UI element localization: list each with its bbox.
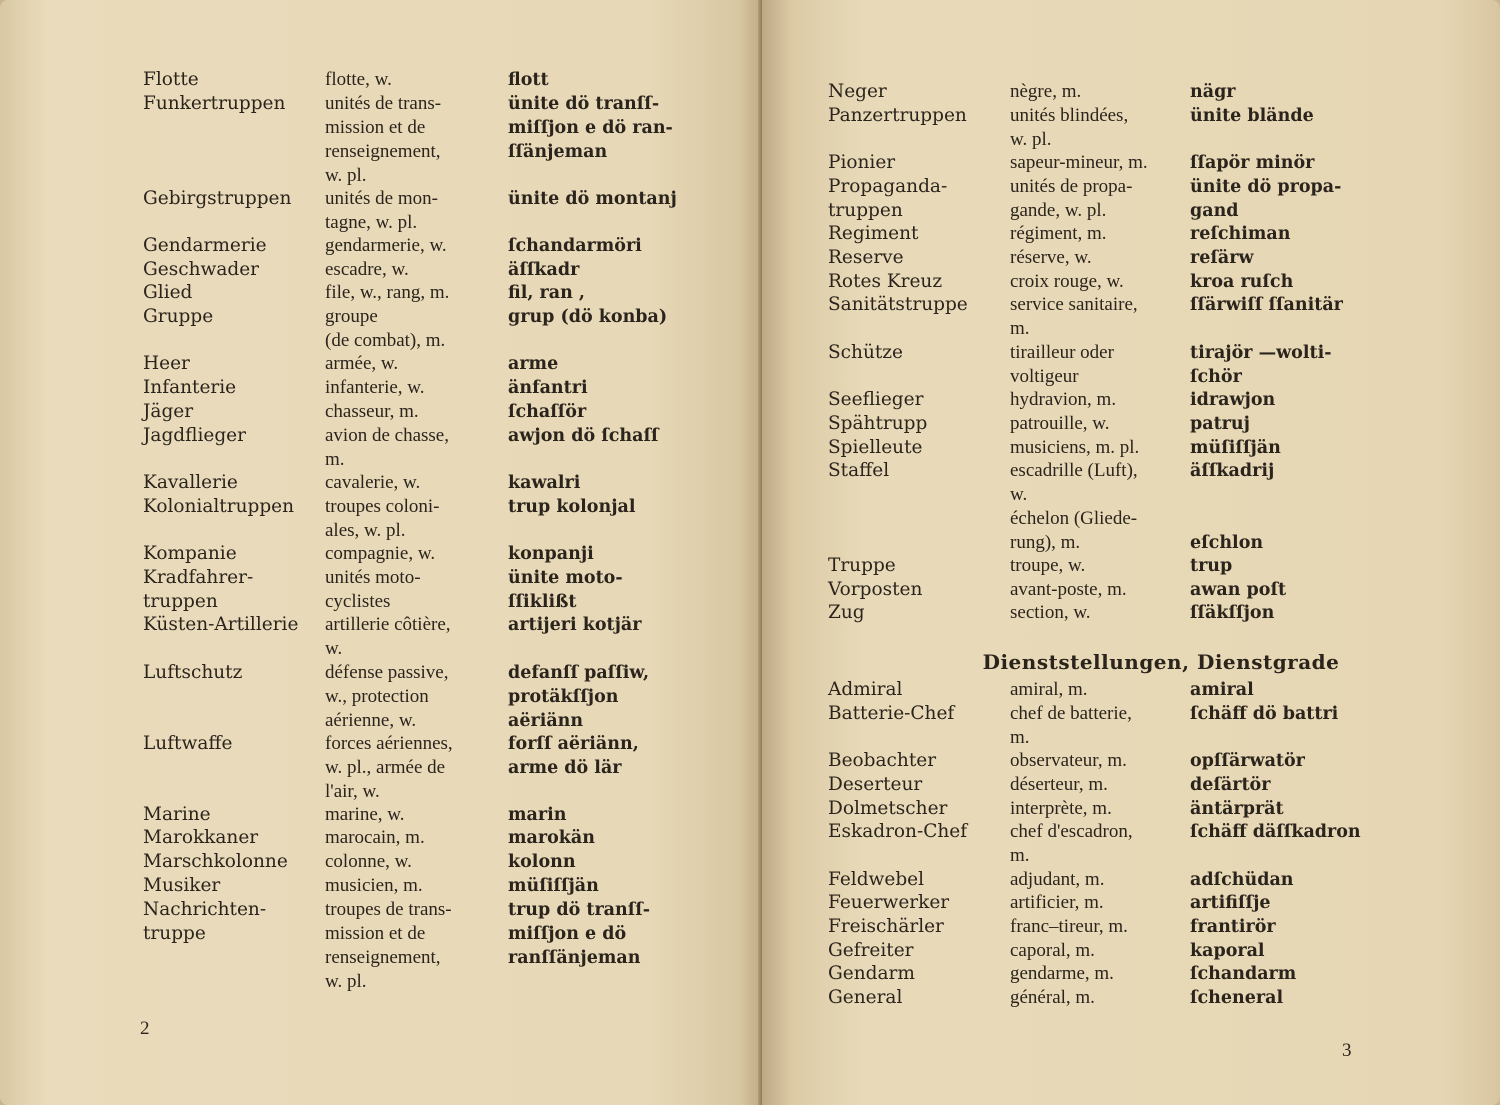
- french-term: service sanitaire, m.: [1010, 294, 1138, 340]
- german-term: Gendarm: [828, 963, 915, 985]
- german-term: Kavallerie: [143, 471, 238, 493]
- pronunciation: trup kolonjal: [508, 496, 636, 517]
- pronunciation: ünite moto- ſſiklißt: [508, 567, 623, 612]
- french-term: patrouille, w.: [1010, 412, 1110, 434]
- french-term: hydravion, m.: [1010, 389, 1117, 411]
- german-term: Freischärler: [828, 916, 944, 937]
- french-term: franc–tireur, m.: [1010, 916, 1128, 937]
- french-term: adjudant, m.: [1010, 868, 1105, 890]
- french-term: amiral, m.: [1010, 679, 1088, 700]
- pronunciation: ünite blände: [1190, 105, 1314, 126]
- german-term: Marokkaner: [143, 827, 259, 849]
- german-term: General: [828, 987, 903, 1009]
- pronunciation: ſchäff däſſkadron: [1190, 822, 1361, 843]
- french-term: troupes coloni- ales, w. pl.: [325, 495, 440, 541]
- french-term: troupe, w.: [1010, 555, 1086, 576]
- pronunciation: kolonn: [508, 852, 576, 873]
- german-term: Sanitätstruppe: [828, 294, 968, 316]
- pronunciation: kawalri: [508, 472, 581, 493]
- pronunciation: ſchandarmöri: [508, 235, 642, 256]
- german-term: Truppe: [828, 555, 896, 576]
- pronunciation: müſiſſjän: [508, 875, 599, 896]
- german-term: Luftwaffe: [143, 732, 233, 754]
- french-term: artificier, m.: [1010, 892, 1104, 914]
- pronunciation: frantirör: [1190, 917, 1276, 937]
- pronunciation: forſſ aëriänn, arme dö lär: [508, 733, 639, 778]
- french-term: musiciens, m. pl.: [1010, 436, 1140, 458]
- pronunciation: konpanji: [508, 544, 594, 564]
- french-term: avion de chasse, m.: [325, 424, 449, 470]
- pronunciation: reſärw: [1190, 247, 1254, 268]
- pronunciation: ſſäkſſjon: [1190, 603, 1275, 624]
- german-term: Propaganda- truppen: [828, 175, 948, 221]
- german-term: Spähtrupp: [828, 412, 928, 434]
- pronunciation: fil, ran ,: [508, 283, 586, 304]
- german-term: Feuerwerker: [828, 892, 950, 914]
- german-term: Marschkolonne: [143, 851, 288, 873]
- pronunciation: deſärtör: [1190, 774, 1271, 795]
- german-term: Flotte: [143, 69, 199, 90]
- pronunciation: trup: [1190, 556, 1233, 576]
- french-term: section, w.: [1010, 602, 1091, 624]
- german-term: Dolmetscher: [828, 797, 948, 819]
- german-term: Seeflieger: [828, 389, 924, 411]
- french-term: régiment, m.: [1010, 223, 1107, 245]
- german-term: Glied: [143, 282, 193, 304]
- pronunciation: ünite dö montanj: [508, 188, 677, 209]
- german-term: Luftschutz: [143, 661, 243, 683]
- french-term: observateur, m.: [1010, 750, 1127, 772]
- page-number-left: 2: [140, 1018, 150, 1039]
- pronunciation: idrawjon: [1190, 390, 1276, 411]
- german-term: Jäger: [143, 400, 194, 422]
- french-term: réserve, w.: [1010, 246, 1092, 268]
- german-term: Batterie-Chef: [828, 702, 955, 724]
- french-term: avant-poste, m.: [1010, 578, 1127, 600]
- page-number-right: 3: [1342, 1040, 1352, 1061]
- french-term: interprète, m.: [1010, 797, 1112, 819]
- pronunciation: äſſkadr: [508, 259, 580, 280]
- french-term: colonne, w.: [325, 851, 412, 873]
- german-term: Rotes Kreuz: [828, 270, 943, 292]
- french-term: forces aériennes, w. pl., armée de l'air, w.: [325, 732, 453, 802]
- german-term: Schütze: [828, 341, 903, 363]
- pronunciation: defanſſ paſſiw, protäkſſjon aëriänn: [508, 662, 650, 731]
- french-term: unités de mon- tagne, w. pl.: [325, 187, 438, 233]
- pronunciation: ſchandarm: [1190, 964, 1297, 985]
- pronunciation: grup (dö konba): [508, 307, 668, 327]
- pronunciation: müſiſſjän: [1190, 437, 1281, 458]
- french-term: tirailleur oder voltigeur: [1010, 341, 1114, 387]
- pronunciation: arme: [508, 354, 559, 375]
- pronunciation: marokän: [508, 828, 595, 849]
- french-term: musicien, m.: [325, 874, 423, 896]
- pronunciation: awjon dö ſchaſſ: [508, 425, 659, 446]
- french-term: troupes de trans- mission et de renseignement, w. pl.: [325, 898, 452, 992]
- pronunciation: ſchaſſör: [508, 401, 587, 422]
- french-term: général, m.: [1010, 987, 1095, 1009]
- french-term: caporal, m.: [1010, 939, 1095, 961]
- pronunciation: nägr: [1190, 82, 1236, 102]
- german-term: Neger: [828, 81, 887, 102]
- german-term: Gendarmerie: [143, 234, 267, 256]
- german-term: Admiral: [828, 679, 903, 700]
- pronunciation: ſcheneral: [1190, 988, 1284, 1009]
- german-term: Geschwader: [143, 258, 259, 280]
- pronunciation: awan poſt: [1190, 579, 1287, 600]
- pronunciation: kaporal: [1190, 940, 1265, 961]
- pronunciation: adſchüdan: [1190, 869, 1294, 890]
- french-term: groupe (de combat), m.: [325, 306, 446, 351]
- french-term: gendarmerie, w.: [325, 234, 447, 256]
- pronunciation: flott: [508, 70, 549, 90]
- right-page: [762, 0, 1500, 1105]
- german-term: Vorposten: [828, 578, 923, 600]
- pronunciation: marin: [508, 804, 567, 825]
- german-term: Eskadron-Chef: [828, 821, 968, 843]
- french-term: unités de propa- gande, w. pl.: [1010, 175, 1133, 221]
- german-term: Marine: [143, 803, 211, 825]
- french-term: défense passive, w., protection aérienne, w.: [325, 661, 449, 731]
- french-term: compagnie, w.: [325, 543, 436, 564]
- german-term: Deserteur: [828, 773, 923, 795]
- french-term: unités de trans- mission et de renseignement, w. pl.: [325, 92, 442, 186]
- french-term: escadre, w.: [325, 258, 409, 280]
- german-term: Kompanie: [143, 543, 237, 564]
- pronunciation: tirajör —wolti- ſchör: [1190, 342, 1332, 387]
- pronunciation: ſſärwiſſ ſſanitär: [1190, 295, 1343, 316]
- french-term: sapeur-mineur, m.: [1010, 152, 1148, 174]
- german-term: Nachrichten- truppe: [143, 898, 267, 944]
- pronunciation: ſchäff dö battri: [1190, 703, 1339, 724]
- german-term: Gebirgstruppen: [143, 187, 292, 209]
- french-term: déserteur, m.: [1010, 773, 1108, 795]
- german-term: Jagdflieger: [143, 424, 246, 446]
- german-term: Staffel: [828, 460, 890, 482]
- french-term: cavalerie, w.: [325, 471, 421, 493]
- french-term: artillerie côtière, w.: [325, 614, 451, 660]
- pronunciation: äntärprät: [1190, 798, 1284, 819]
- pronunciation: ſſapör minör: [1190, 153, 1315, 174]
- pronunciation: äſſkadrij eſchlon: [1190, 461, 1275, 554]
- french-term: nègre, m.: [1010, 81, 1082, 102]
- german-term: Kradfahrer- truppen: [143, 566, 254, 612]
- german-term: Heer: [143, 353, 190, 375]
- pronunciation: ünite dö tranſſ- miſſjon e dö ran- ſſänjeman: [508, 93, 673, 162]
- pronunciation: trup dö tranſſ- miſſjon e dö ranſſänjeman: [508, 899, 651, 968]
- german-term: Gefreiter: [828, 939, 914, 961]
- french-term: armée, w.: [325, 353, 399, 375]
- pronunciation: patruj: [1190, 413, 1250, 434]
- pronunciation: kroa ruſch: [1190, 271, 1294, 292]
- german-term: Pionier: [828, 152, 896, 174]
- german-term: Infanterie: [143, 377, 237, 399]
- french-term: chasseur, m.: [325, 400, 419, 422]
- french-term: flotte, w.: [325, 69, 392, 90]
- pronunciation: reſchiman: [1190, 224, 1291, 245]
- pronunciation: amiral: [1190, 680, 1254, 700]
- french-term: unités blindées, w. pl.: [1010, 104, 1129, 150]
- french-term: marocain, m.: [325, 827, 425, 849]
- german-term: Musiker: [143, 874, 221, 896]
- german-term: Beobachter: [828, 750, 937, 772]
- german-term: Küsten-Artillerie: [143, 614, 299, 636]
- pronunciation: artijeri kotjär: [508, 615, 642, 636]
- german-term: Gruppe: [143, 306, 214, 327]
- french-term: gendarme, m.: [1010, 963, 1114, 985]
- german-term: Kolonialtruppen: [143, 495, 295, 517]
- french-term: croix rouge, w.: [1010, 270, 1124, 292]
- german-term: Regiment: [828, 223, 919, 245]
- pronunciation: opſſärwatör: [1190, 751, 1305, 772]
- german-term: Panzertruppen: [828, 104, 967, 126]
- german-term: Reserve: [828, 246, 904, 268]
- section-heading: Dienststellungen, Dienstgrade: [982, 650, 1340, 674]
- french-term: unités moto- cyclistes: [325, 566, 421, 612]
- pronunciation: ünite dö propa- gand: [1190, 176, 1342, 221]
- french-term: escadrille (Luft), w. échelon (Gliede- rung), m.: [1010, 460, 1138, 554]
- french-term: infanterie, w.: [325, 377, 425, 399]
- pronunciation: änfantri: [508, 378, 588, 399]
- german-term: Zug: [828, 602, 865, 624]
- pronunciation: artifiſſje: [1190, 893, 1271, 914]
- french-term: marine, w.: [325, 803, 405, 825]
- german-term: Spielleute: [828, 436, 923, 458]
- french-term: chef d'escadron, m.: [1010, 821, 1133, 867]
- french-term: chef de batterie, m.: [1010, 702, 1132, 748]
- german-term: Funkertruppen: [143, 92, 286, 114]
- french-term: file, w., rang, m.: [325, 282, 450, 304]
- german-term: Feldwebel: [828, 868, 925, 890]
